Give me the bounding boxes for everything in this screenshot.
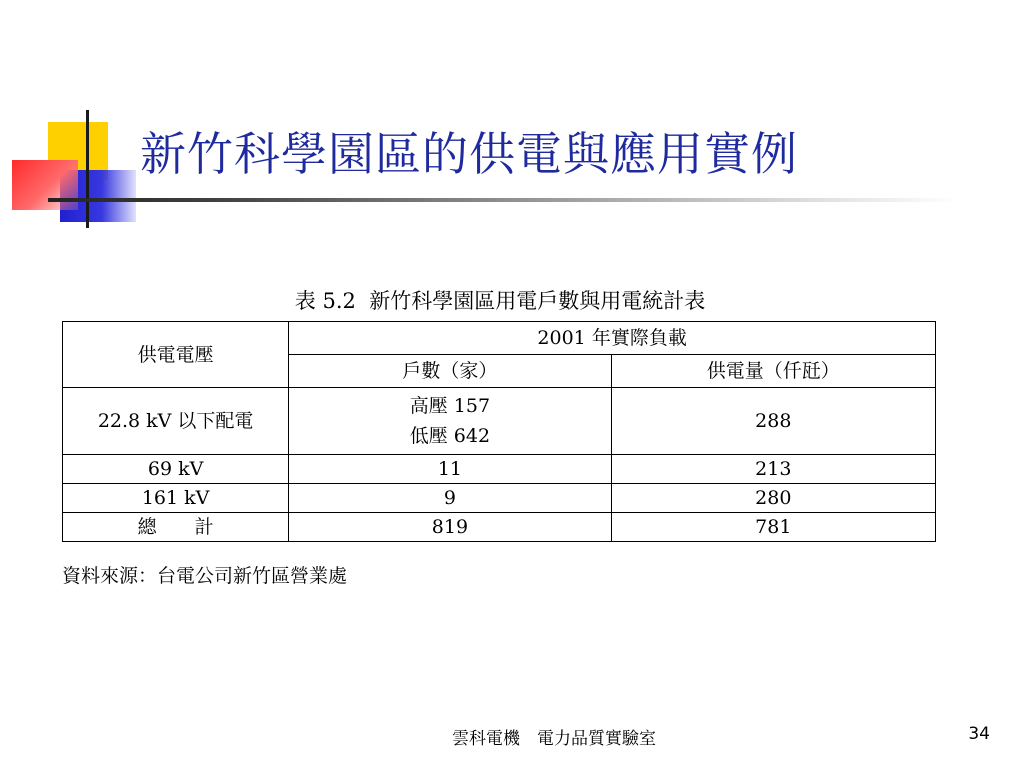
cell-total-power: 781 (611, 513, 935, 542)
cell-households: 11 (289, 455, 611, 484)
page-number: 34 (968, 724, 990, 744)
cell-power: 288 (611, 388, 935, 455)
slide-title: 新竹科學園區的供電與應用實例 (140, 127, 798, 181)
table-total-row (63, 513, 936, 542)
decor-vertical-line (86, 110, 89, 228)
table-row (63, 388, 936, 455)
cell-households (289, 388, 611, 455)
header-voltage: 供電電壓 (63, 322, 289, 388)
cell-households: 9 (289, 484, 611, 513)
statistics-table (62, 321, 936, 542)
table-header-row (63, 322, 936, 355)
table-caption: 表 5.2 新竹科學園區用電戶數與用電統計表 (294, 289, 706, 313)
cell-households-high: 高壓 157 (409, 395, 491, 417)
header-households: 戶數（家） (289, 355, 611, 388)
data-source-note: 資料來源：台電公司新竹區營業處 (62, 565, 348, 587)
cell-total-label: 總 計 (63, 513, 289, 542)
cell-total-households: 819 (289, 513, 611, 542)
title-underline (48, 198, 958, 202)
table-row (63, 484, 936, 513)
cell-households-low: 低壓 642 (409, 425, 491, 447)
cell-voltage: 22.8 kV 以下配電 (63, 388, 289, 455)
cell-power: 213 (611, 455, 935, 484)
cell-voltage: 161 kV (63, 484, 289, 513)
footer-text: 雲科電機 電力品質實驗室 (452, 729, 656, 749)
decor-red-square (12, 160, 78, 210)
table-row (63, 455, 936, 484)
header-2001-load: 2001 年實際負載 (289, 322, 936, 355)
header-power: 供電量（仟瓩） (611, 355, 935, 388)
cell-voltage: 69 kV (63, 455, 289, 484)
cell-power: 280 (611, 484, 935, 513)
